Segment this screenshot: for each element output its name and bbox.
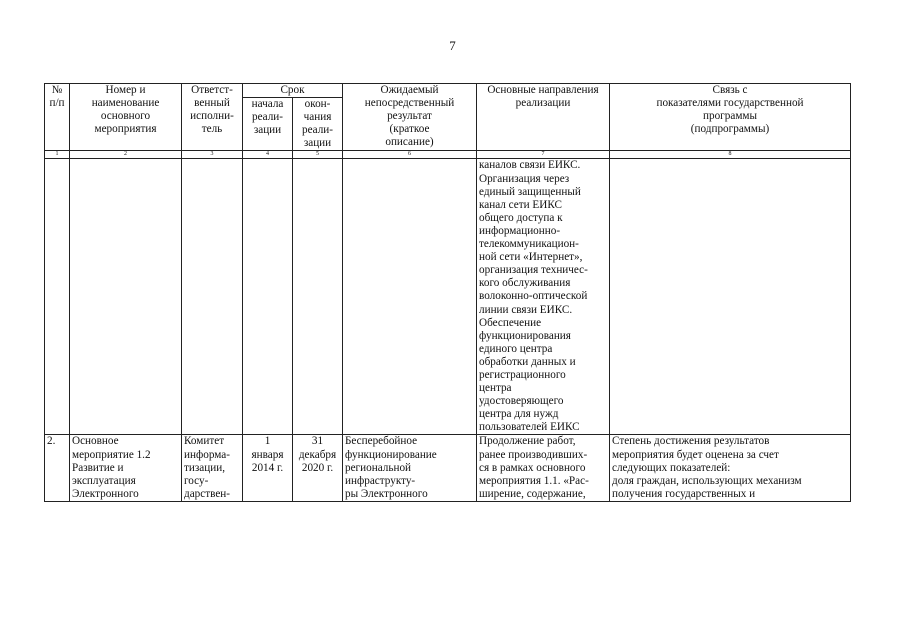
header-number: № п/п [45,84,70,151]
cell-term-end [293,159,343,435]
column-number: 5 [293,151,343,159]
column-number: 3 [182,151,243,159]
header-term: Срок [243,84,343,98]
cell-measure-name [70,159,182,435]
cell-executor: Комитет информа- тизации, госу- дарствен- [182,435,243,501]
cell-executor [182,159,243,435]
cell-term-start [243,159,293,435]
cell-term-start: 1 января 2014 г. [243,435,293,501]
header-directions: Основные направления реализации [477,84,610,151]
header-term-start: начала реали- зации [243,98,293,151]
cell-number [45,159,70,435]
measures-table [44,83,851,502]
column-number-row [45,151,851,159]
column-number: 1 [45,151,70,159]
cell-program-link [610,159,851,435]
header-executor: Ответст- венный исполни- тель [182,84,243,151]
header-row [45,84,851,98]
header-expected-result: Ожидаемый непосредственный результат (краткое описание) [343,84,477,151]
cell-directions: Продолжение работ, ранее производивших- ся в рамках основного мероприятия 1.1. «Рас- ширение, содержание, [477,435,610,501]
header-measure-name: Номер и наименование основного мероприятия [70,84,182,151]
column-number: 6 [343,151,477,159]
header-program-link: Связь с показателями государственной программы (подпрограммы) [610,84,851,151]
table-row [45,159,851,435]
header-term-end: окон- чания реали- зации [293,98,343,151]
cell-program-link: Степень достижения результатов мероприятия будет оценена за счет следующих показателей: доля граждан, использующих механизм получения государственных и [610,435,851,501]
column-number: 2 [70,151,182,159]
cell-expected-result [343,159,477,435]
cell-term-end: 31 декабря 2020 г. [293,435,343,501]
cell-measure-name: Основное мероприятие 1.2 Развитие и эксплуатация Электронного [70,435,182,501]
cell-number: 2. [45,435,70,501]
column-number: 7 [477,151,610,159]
page-number: 7 [449,38,456,53]
cell-expected-result: Бесперебойное функционирование региональной инфраструкту- ры Электронного [343,435,477,501]
column-number: 8 [610,151,851,159]
column-number: 4 [243,151,293,159]
cell-directions: каналов связи ЕИКС. Организация через единый защищенный канал сети ЕИКС общего доступа к информационно- телекоммуникацион- ной сети «Интернет», организация техничес- кого обслуживания волоконно-оптической линии связи ЕИКС. Обеспечение функционирования единого центра обработки данных и регистрационного центра удостоверяющего центра для нужд пользователей ЕИКС [477,159,610,435]
table-row [45,435,851,501]
